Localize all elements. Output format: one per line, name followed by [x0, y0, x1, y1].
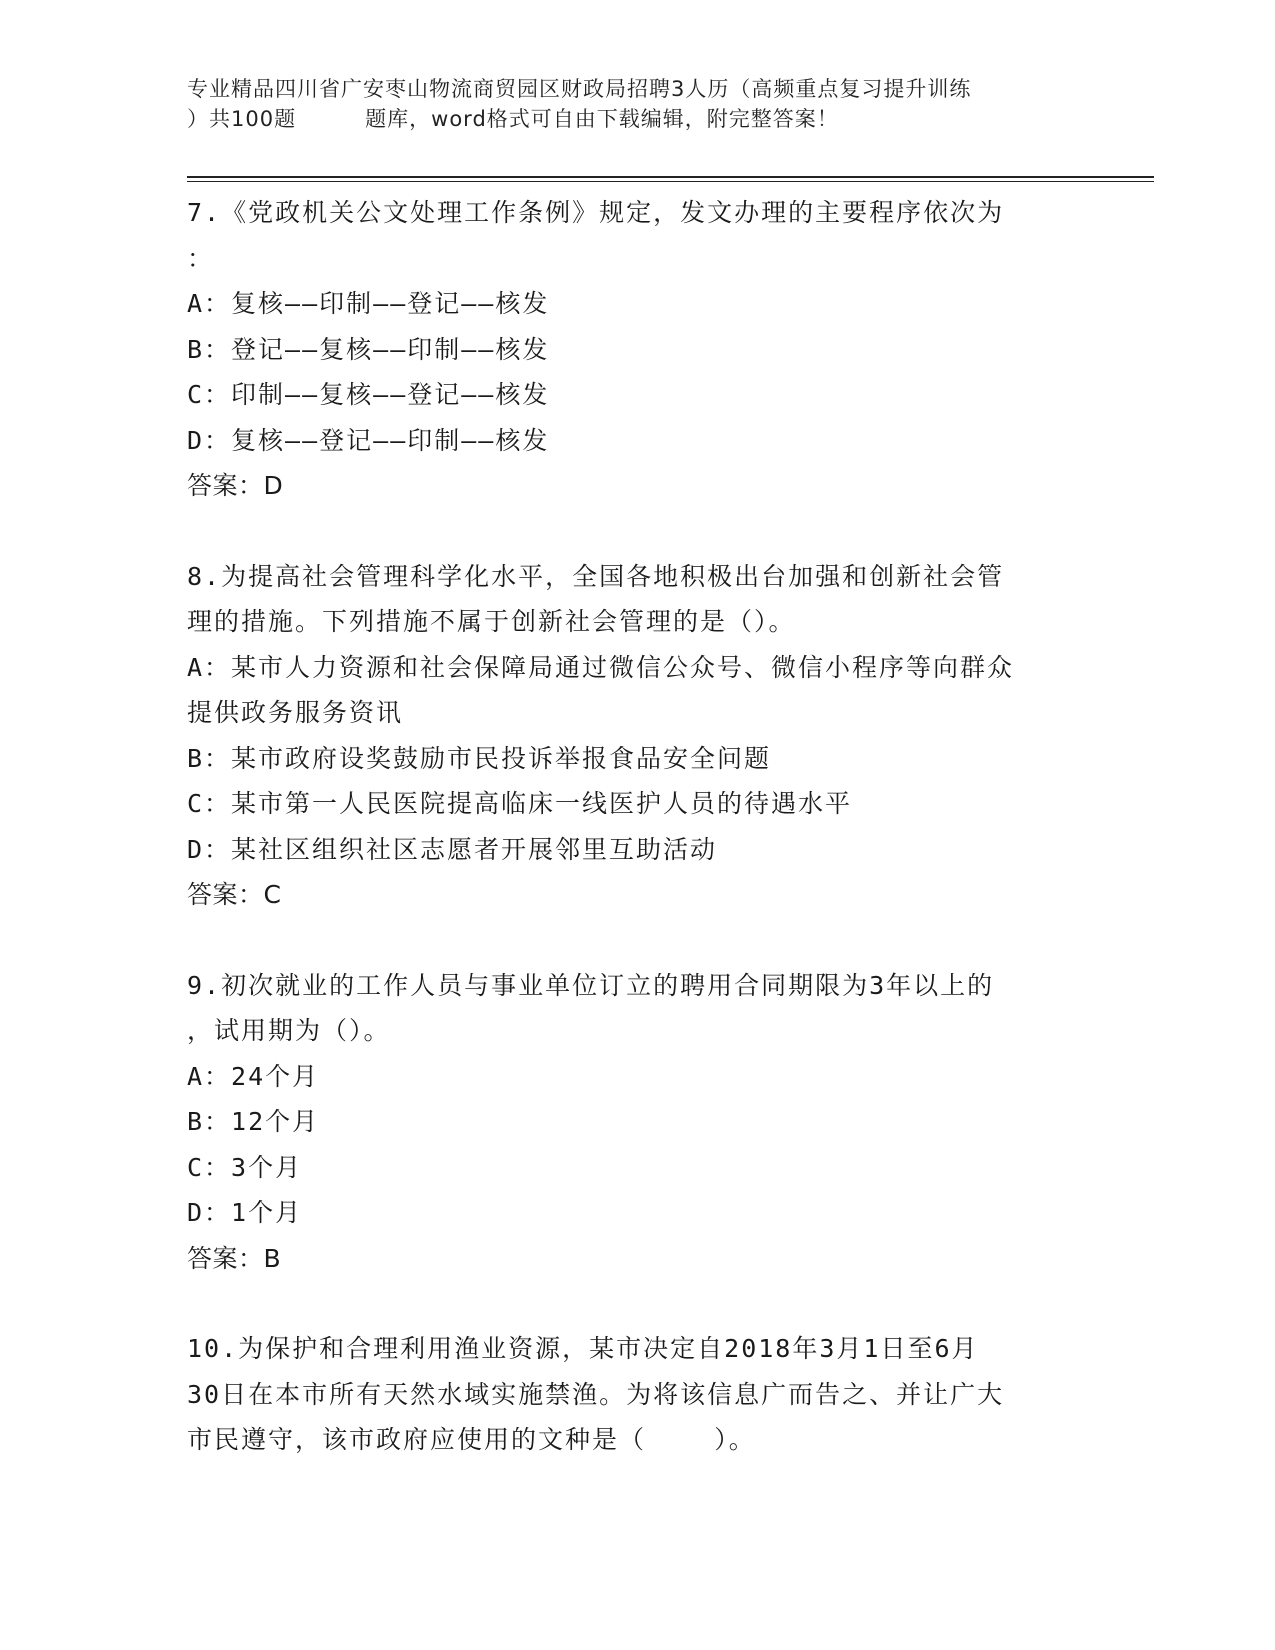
header-title-line-2: ）共100题 题库，word格式可自由下载编辑，附完整答案！: [187, 107, 839, 131]
option-d: D：1个月: [187, 1198, 303, 1227]
answer-line: 答案：D: [187, 471, 284, 500]
header-divider-thick: [187, 176, 1154, 178]
option-a: A：24个月: [187, 1061, 320, 1091]
option-d: D：复核——登记——印制——核发: [187, 425, 550, 455]
option-b: B：某市政府设奖鼓励市民投诉举报食品安全问题: [187, 743, 772, 773]
question-10: [187, 1326, 1107, 1463]
option-b: B：登记——复核——印制——核发: [187, 334, 550, 364]
question-text-line: 8.为提高社会管理科学化水平，全国各地积极出台加强和创新社会管: [187, 561, 1005, 591]
document-header: [187, 74, 1087, 134]
answer-line: 答案：C: [187, 880, 282, 909]
question-text-line: ，试用期为（）。: [187, 1016, 391, 1045]
option-a: A：某市人力资源和社会保障局通过微信公众号、微信小程序等向群众: [187, 652, 1015, 682]
question-text-line: 10.为保护和合理利用渔业资源，某市决定自2018年3月1日至6月: [187, 1334, 979, 1363]
question-text-line: 7.《党政机关公文处理工作条例》规定，发文办理的主要程序依次为: [187, 198, 1005, 227]
question-text-line: 理的措施。下列措施不属于创新社会管理的是（）。: [187, 607, 796, 636]
question-text-line: 9.初次就业的工作人员与事业单位订立的聘用合同期限为3年以上的: [187, 970, 995, 1000]
option-c: C：某市第一人民医院提高临床一线医护人员的待遇水平: [187, 789, 853, 818]
option-a: A：复核——印制——登记——核发: [187, 289, 550, 318]
question-text-line: 30日在本市所有天然水域实施禁渔。为将该信息广而告之、并让广大: [187, 1379, 1005, 1409]
option-a-continued: 提供政务服务资讯: [187, 698, 404, 727]
question-list: [187, 190, 1107, 1508]
option-b: B：12个月: [187, 1107, 320, 1136]
question-text-line: 市民遵守，该市政府应使用的文种是（ ）。: [187, 1425, 756, 1454]
answer-line: 答案：B: [187, 1243, 282, 1273]
header-title-line-1: 专业精品四川省广安枣山物流商贸园区财政局招聘3人历（高频重点复习提升训练: [187, 77, 972, 101]
option-d: D：某社区组织社区志愿者开展邻里互助活动: [187, 834, 718, 864]
header-divider-thin: [187, 181, 1154, 182]
option-c: C：印制——复核——登记——核发: [187, 380, 550, 409]
question-8: [187, 554, 1107, 918]
option-c: C：3个月: [187, 1152, 303, 1182]
question-7: [187, 190, 1107, 509]
question-text-line: ：: [187, 243, 215, 273]
question-9: [187, 963, 1107, 1282]
